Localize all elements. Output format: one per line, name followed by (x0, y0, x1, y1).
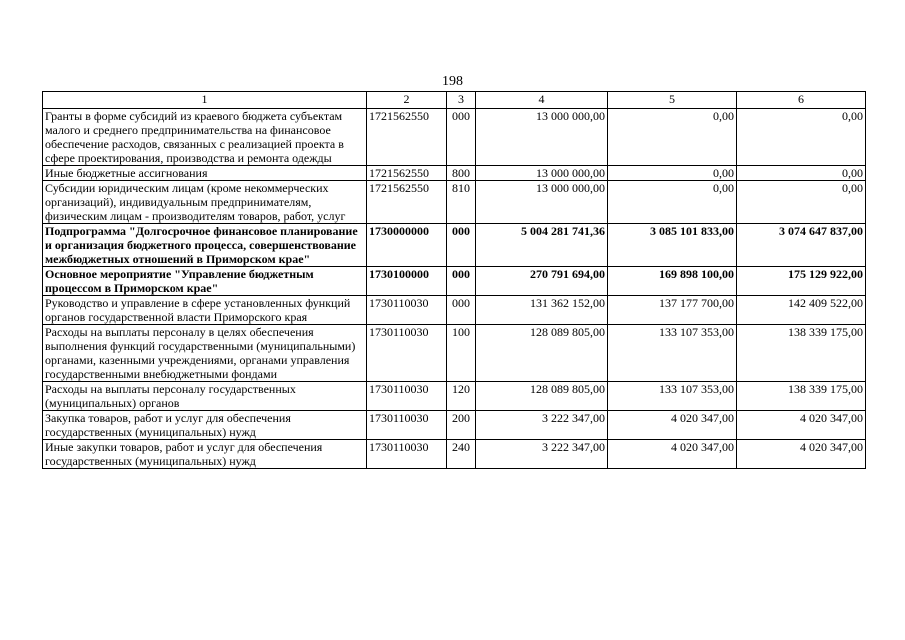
amount-year-2-cell: 137 177 700,00 (608, 296, 737, 325)
amount-year-3-cell: 0,00 (737, 166, 866, 181)
expense-type-cell: 200 (447, 411, 476, 440)
item-name-cell: Закупка товаров, работ и услуг для обеспечения государственных (муниципальных) нужд (43, 411, 367, 440)
expense-type-cell: 000 (447, 109, 476, 166)
table-row (43, 224, 866, 267)
amount-year-3-cell: 138 339 175,00 (737, 382, 866, 411)
target-code-cell: 1730100000 (367, 267, 447, 296)
expense-type-cell: 100 (447, 325, 476, 382)
expense-type-cell: 810 (447, 181, 476, 224)
column-header: 4 (476, 92, 608, 109)
table-row (43, 440, 866, 469)
target-code-cell: 1730110030 (367, 325, 447, 382)
target-code-cell: 1721562550 (367, 166, 447, 181)
expense-type-cell: 000 (447, 267, 476, 296)
amount-year-2-cell: 0,00 (608, 109, 737, 166)
target-code-cell: 1721562550 (367, 109, 447, 166)
column-header: 5 (608, 92, 737, 109)
target-code-cell: 1730110030 (367, 296, 447, 325)
amount-year-1-cell: 3 222 347,00 (476, 440, 608, 469)
column-header: 2 (367, 92, 447, 109)
expense-type-cell: 800 (447, 166, 476, 181)
amount-year-3-cell: 4 020 347,00 (737, 440, 866, 469)
column-header: 6 (737, 92, 866, 109)
table-row (43, 267, 866, 296)
amount-year-2-cell: 133 107 353,00 (608, 382, 737, 411)
amount-year-3-cell: 175 129 922,00 (737, 267, 866, 296)
table-row (43, 325, 866, 382)
item-name-cell: Иные закупки товаров, работ и услуг для обеспечения государственных (муниципальных) нужд (43, 440, 367, 469)
table-row (43, 109, 866, 166)
target-code-cell: 1730110030 (367, 411, 447, 440)
item-name-cell: Гранты в форме субсидий из краевого бюджета субъектам малого и среднего предпринимательства на финансовое обеспечение расходов, связанных с реализацией проекта в сфере проектирования, производства и ремонта одежды (43, 109, 367, 166)
item-name-cell: Субсидии юридическим лицам (кроме некоммерческих организаций), индивидуальным предпринимателям, физическим лицам - производителям товаров, работ, услуг (43, 181, 367, 224)
target-code-cell: 1730000000 (367, 224, 447, 267)
item-name-cell: Расходы на выплаты персоналу в целях обеспечения выполнения функций государственными (муниципальными) органами, казенными учреждениями, органами управления государственными внебюджетными фондами (43, 325, 367, 382)
amount-year-3-cell: 3 074 647 837,00 (737, 224, 866, 267)
amount-year-3-cell: 142 409 522,00 (737, 296, 866, 325)
header-row (43, 92, 866, 109)
amount-year-3-cell: 0,00 (737, 181, 866, 224)
amount-year-2-cell: 4 020 347,00 (608, 411, 737, 440)
amount-year-1-cell: 131 362 152,00 (476, 296, 608, 325)
amount-year-1-cell: 5 004 281 741,36 (476, 224, 608, 267)
table-row (43, 296, 866, 325)
amount-year-1-cell: 13 000 000,00 (476, 181, 608, 224)
item-name-cell: Руководство и управление в сфере установленных функций органов государственной власти Приморского края (43, 296, 367, 325)
table-row (43, 382, 866, 411)
target-code-cell: 1730110030 (367, 440, 447, 469)
amount-year-2-cell: 4 020 347,00 (608, 440, 737, 469)
target-code-cell: 1721562550 (367, 181, 447, 224)
amount-year-3-cell: 138 339 175,00 (737, 325, 866, 382)
amount-year-1-cell: 13 000 000,00 (476, 109, 608, 166)
amount-year-2-cell: 0,00 (608, 166, 737, 181)
expense-type-cell: 000 (447, 224, 476, 267)
column-header: 1 (43, 92, 367, 109)
item-name-cell: Иные бюджетные ассигнования (43, 166, 367, 181)
amount-year-1-cell: 270 791 694,00 (476, 267, 608, 296)
target-code-cell: 1730110030 (367, 382, 447, 411)
amount-year-1-cell: 13 000 000,00 (476, 166, 608, 181)
item-name-cell: Подпрограмма "Долгосрочное финансовое планирование и организация бюджетного процесса, совершенствование межбюджетных отношений в Приморском крае" (43, 224, 367, 267)
amount-year-3-cell: 0,00 (737, 109, 866, 166)
table-row (43, 411, 866, 440)
page-number: 198 (442, 74, 463, 89)
budget-table (42, 91, 866, 469)
amount-year-1-cell: 128 089 805,00 (476, 382, 608, 411)
item-name-cell: Основное мероприятие "Управление бюджетным процессом в Приморском крае" (43, 267, 367, 296)
expense-type-cell: 000 (447, 296, 476, 325)
amount-year-2-cell: 133 107 353,00 (608, 325, 737, 382)
amount-year-3-cell: 4 020 347,00 (737, 411, 866, 440)
expense-type-cell: 240 (447, 440, 476, 469)
expense-type-cell: 120 (447, 382, 476, 411)
item-name-cell: Расходы на выплаты персоналу государственных (муниципальных) органов (43, 382, 367, 411)
amount-year-2-cell: 169 898 100,00 (608, 267, 737, 296)
table-row (43, 181, 866, 224)
column-header: 3 (447, 92, 476, 109)
amount-year-1-cell: 3 222 347,00 (476, 411, 608, 440)
amount-year-2-cell: 3 085 101 833,00 (608, 224, 737, 267)
table-row (43, 166, 866, 181)
amount-year-2-cell: 0,00 (608, 181, 737, 224)
amount-year-1-cell: 128 089 805,00 (476, 325, 608, 382)
